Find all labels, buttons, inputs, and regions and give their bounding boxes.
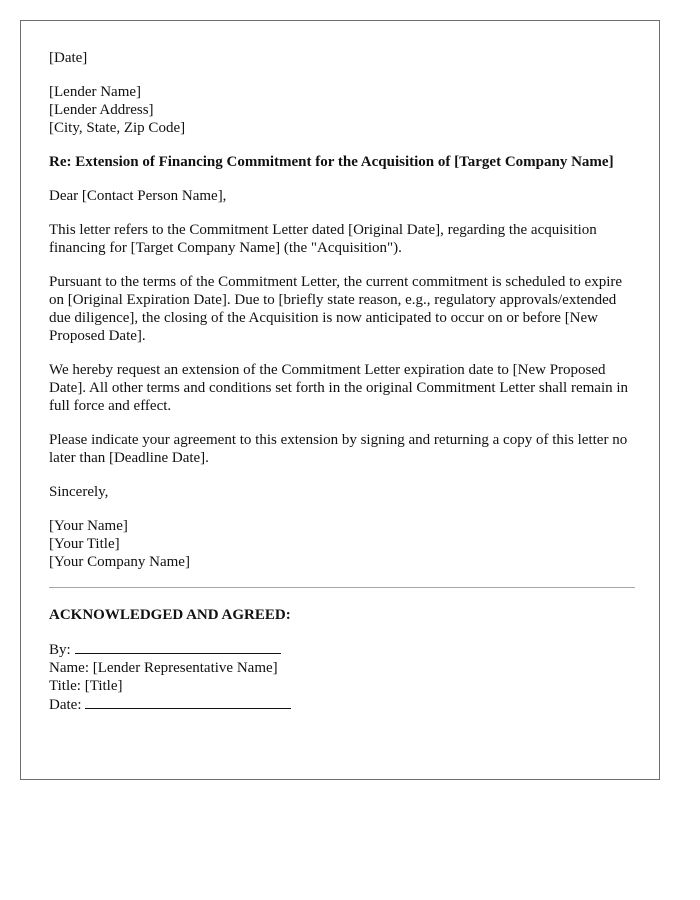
lender-name: [Lender Name]: [49, 84, 142, 100]
salutation: Dear [Contact Person Name],: [49, 188, 227, 204]
acknowledgment-heading: ACKNOWLEDGED AND AGREED:: [49, 607, 291, 623]
date-line: [49, 695, 635, 714]
letter-date: [Date]: [49, 50, 88, 66]
subject-line: Re: Extension of Financing Commitment for the Acquisition of [Target Company Name]: [49, 154, 614, 170]
lender-city-state-zip: [City, State, Zip Code]: [49, 120, 186, 136]
body-paragraph-1: This letter refers to the Commitment Letter dated [Original Date], regarding the acquisition financing for [Target Company Name] (the "Acquisition").: [49, 222, 597, 256]
by-line: [49, 640, 635, 659]
closing: Sincerely,: [49, 484, 109, 500]
section-divider: [49, 587, 635, 588]
sender-name: [Your Name]: [49, 518, 128, 534]
sender-title: [Your Title]: [49, 536, 120, 552]
acknowledgment-block: [49, 640, 635, 714]
body-paragraph-2: Pursuant to the terms of the Commitment Letter, the current commitment is scheduled to expire on [Original Expiration Date]. Due to [briefly state reason, e.g., regulatory approvals/extended due diligence], the closing of the Acquisition is now anticipated to occur on or before [New Proposed Date].: [49, 274, 623, 344]
sender-signature-block: [49, 517, 635, 571]
letter-page: [20, 20, 660, 780]
by-label: By:: [49, 642, 71, 658]
sender-company: [Your Company Name]: [49, 554, 190, 570]
letter-content: [49, 49, 635, 714]
date-blank: [85, 695, 291, 709]
lender-representative-name-line: Name: [Lender Representative Name]: [49, 660, 278, 676]
body-paragraph-4: Please indicate your agreement to this extension by signing and returning a copy of this letter no later than [Deadline Date].: [49, 432, 628, 466]
body-paragraph-3: We hereby request an extension of the Commitment Letter expiration date to [New Proposed Date]. All other terms and conditions set forth in the original Commitment Letter shall remain in full force and effect.: [49, 362, 629, 414]
lender-representative-title-line: Title: [Title]: [49, 678, 123, 694]
recipient-address-block: [49, 83, 635, 137]
date-label: Date:: [49, 697, 82, 713]
by-signature-blank: [75, 640, 281, 654]
lender-address: [Lender Address]: [49, 102, 154, 118]
